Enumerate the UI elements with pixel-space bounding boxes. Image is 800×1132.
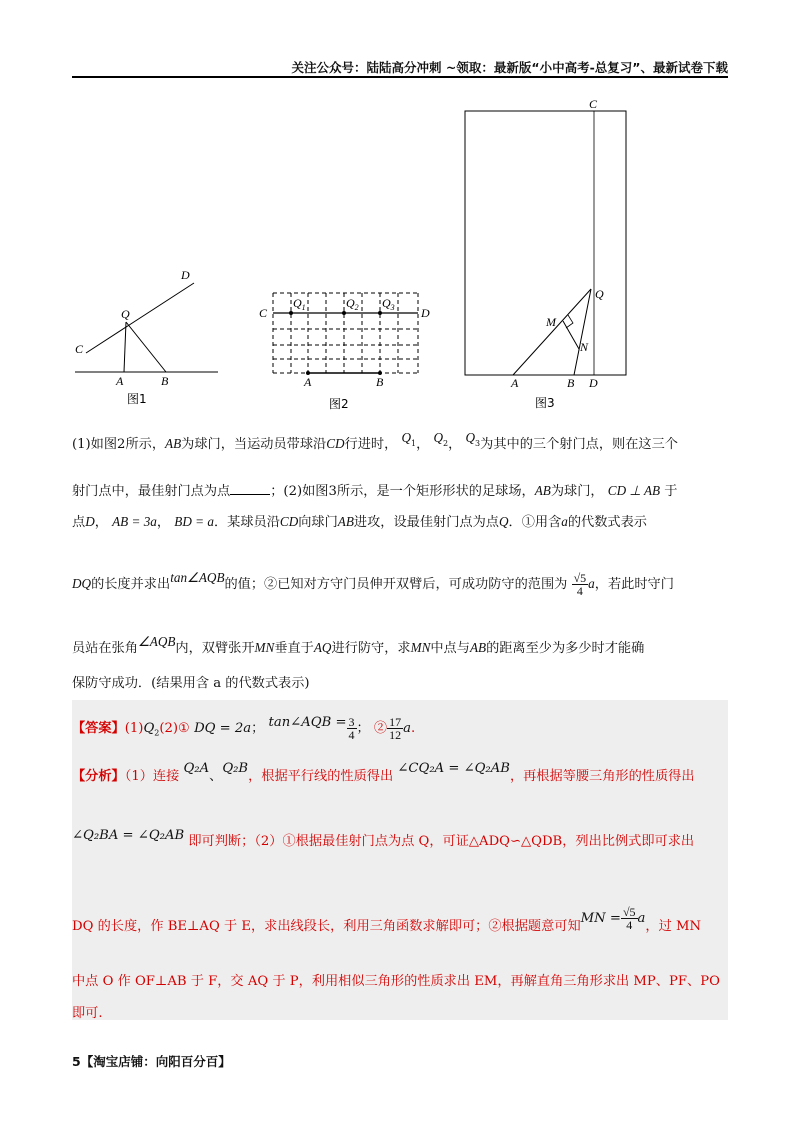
fig1-segment-qb [126,322,166,372]
fig3-segment-qa [513,289,591,375]
fig2-label-d: D [421,306,430,320]
figure-1 [70,265,230,410]
fig3-label-b: B [567,376,575,390]
fig2-point-q2 [342,311,346,315]
fig3-caption: 图3 [535,396,555,410]
fig3-label-q: Q [595,287,604,301]
fig3-label-d: D [589,376,598,390]
question-line-1: (1)如图2所示，AB为球门，当运动员带球沿CD行进时， $Q_1$， $Q_2$， $Q_3$为其中的三个射门点，则在这三个 [72,430,678,452]
fig1-label-b: B [161,374,169,388]
figure-2 [255,285,435,413]
fig3-label-c: C [589,97,598,111]
header-divider [72,76,728,78]
answer-blank[interactable] [230,494,270,495]
fig3-label-n: N [580,340,589,354]
question-line-5: 员站在张角∠AQB内，双臂张开MN垂直于AQ进行防守，求MN中点与AB的距离至少为多少时才能确 [72,634,645,656]
question-line-6: 保防守成功．(结果用含 a 的代数式表示) [72,676,310,691]
page-footer: 5【淘宝店铺：向阳百分百】 [72,1054,231,1069]
analysis-line-5: 即可. [72,1006,103,1021]
page-header: 关注公众号：陆陆高分冲刺 ~领取：最新版“小中高考-总复习”、最新试卷下载 [291,60,728,75]
fig1-label-a: A [116,374,124,388]
fig2-point-q3 [378,311,382,315]
fig1-label-d: D [181,268,190,282]
fig2-label-q2: $Q_2$ [346,296,359,312]
fig2-label-a: A [304,375,312,389]
fig2-point-q1 [289,311,293,315]
fig1-line-cd [86,283,194,353]
fig2-label-c: C [259,306,268,320]
fig3-label-a: A [511,376,519,390]
fig3-field-rect [465,111,626,375]
fraction-3-over-4: $\frac{3}{4}$ [348,715,355,742]
fig3-label-m: M [546,315,556,329]
fig3-segment-mn [563,321,579,349]
answer-line: 【答案】$(1)Q_2(2)①$ DQ = 2a； tan∠AQB = $\frac{3}{4}$ ； ② $\frac{17}{12}$ a. [72,715,416,742]
fig2-label-q1: $Q_1$ [293,296,306,312]
fraction-mn-sqrt5-over-4: $\frac{√5}{4}$ [622,905,636,932]
fig1-label-q: Q [121,307,130,321]
question-line-4: DQ的长度并求出tan∠AQB的值；②已知对方守门员伸开双臂后，可成功防守的范围为 $\frac{√5}{4}$ a，若此时守门 [72,570,674,598]
question-line-3: 点D， AB = 3a， BD = a．某球员沿CD向球门AB进攻，设最佳射门点为点Q．①用含a的代数式表示 [72,514,647,530]
fig1-label-c: C [75,342,84,356]
fraction-17-over-12: $\frac{17}{12}$ [389,715,402,742]
question-line-2: 射门点中，最佳射门点为点 ；(2)如图3所示，是一个矩形形状的足球场，AB为球门， CD ⊥ AB 于 [72,483,678,499]
analysis-line-4: 中点 O 作 OF⊥AB 于 F，交 AQ 于 P，利用相似三角形的性质求出 EM，再解直角三角形求出 MP、PF、PO [72,974,720,989]
fig1-segment-qa [124,322,126,372]
analysis-line-2: ∠Q₂BA = ∠Q₂AB 即可判断；（2）①根据最佳射门点为点 Q，可证△ADQ∽△QDB，列出比例式即可求出 [72,828,695,849]
fig3-right-angle-mark [566,315,573,328]
figure-3 [455,95,635,415]
fig3-segment-qb [574,289,591,375]
fig2-label-b: B [376,375,384,389]
analysis-line-3: DQ 的长度，作 BE⊥AQ 于 E，求出线段长，利用三角函数求解即可；②根据题意可知MN = $\frac{√5}{4}$ a，过 MN [72,905,702,934]
fig2-caption: 图2 [329,397,349,411]
fraction-sqrt5-over-4: $\frac{√5}{4}$ [573,571,587,598]
fig1-caption: 图1 [127,392,147,406]
fig2-label-q3: $Q_3$ [382,296,395,312]
analysis-line-1: 【分析】（1）连接 Q₂A、Q₂B，根据平行线的性质得出 ∠CQ₂A = ∠Q₂AB，再根据等腰三角形的性质得出 [72,761,695,784]
